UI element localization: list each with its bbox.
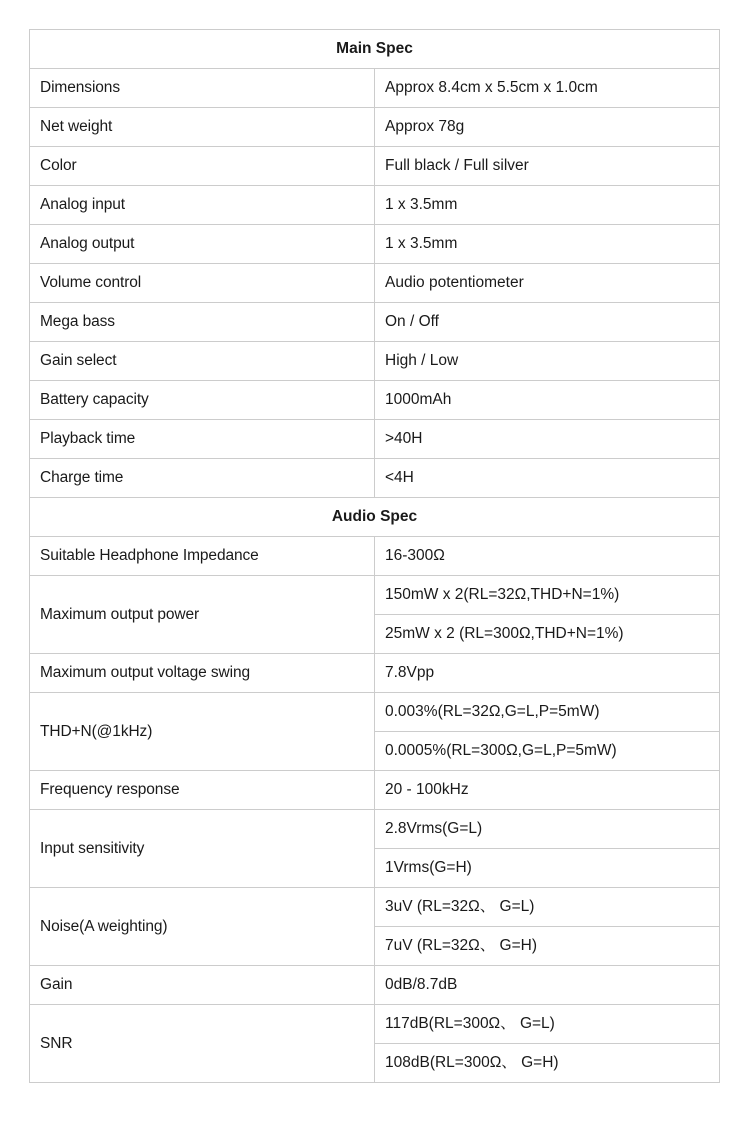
spec-label bbox=[30, 654, 375, 693]
spec-label bbox=[30, 576, 375, 654]
spec-value bbox=[375, 342, 720, 381]
spec-value-text: 7.8Vpp bbox=[385, 664, 435, 682]
spec-value-text: High / Low bbox=[385, 352, 459, 370]
spec-value bbox=[375, 303, 720, 342]
spec-value bbox=[375, 420, 720, 459]
spec-label-text: Charge time bbox=[40, 469, 124, 487]
spec-label-text: Maximum output voltage swing bbox=[40, 664, 250, 682]
table-row bbox=[30, 420, 720, 459]
spec-value-text: 25mW x 2 (RL=300Ω,THD+N=1%) bbox=[385, 625, 624, 643]
specification-sheet bbox=[29, 29, 720, 1083]
spec-label-text: Playback time bbox=[40, 430, 136, 448]
spec-value-text: 0dB/8.7dB bbox=[385, 976, 458, 994]
spec-value bbox=[375, 108, 720, 147]
spec-value bbox=[375, 381, 720, 420]
spec-label-text: Analog input bbox=[40, 196, 125, 214]
spec-label bbox=[30, 537, 375, 576]
table-row bbox=[30, 771, 720, 810]
table-row bbox=[30, 693, 720, 732]
spec-value bbox=[375, 615, 720, 654]
spec-value bbox=[375, 810, 720, 849]
spec-label bbox=[30, 693, 375, 771]
spec-value-text: 1 x 3.5mm bbox=[385, 196, 458, 214]
spec-label bbox=[30, 381, 375, 420]
spec-value-text: 117dB(RL=300Ω、 G=L) bbox=[385, 1015, 555, 1033]
table-row bbox=[30, 186, 720, 225]
spec-value-text: 108dB(RL=300Ω、 G=H) bbox=[385, 1054, 559, 1072]
table-row bbox=[30, 147, 720, 186]
spec-label bbox=[30, 225, 375, 264]
spec-label bbox=[30, 459, 375, 498]
spec-label-text: Volume control bbox=[40, 274, 142, 292]
spec-value bbox=[375, 186, 720, 225]
spec-label bbox=[30, 1005, 375, 1083]
section-header: Audio Spec bbox=[30, 498, 720, 537]
spec-value-text: 0.003%(RL=32Ω,G=L,P=5mW) bbox=[385, 703, 600, 721]
table-row bbox=[30, 459, 720, 498]
spec-value bbox=[375, 927, 720, 966]
section-header: Main Spec bbox=[30, 30, 720, 69]
table-row bbox=[30, 303, 720, 342]
spec-label-text: Analog output bbox=[40, 235, 135, 253]
table-row bbox=[30, 1005, 720, 1044]
spec-value bbox=[375, 654, 720, 693]
spec-value-text: Approx 8.4cm x 5.5cm x 1.0cm bbox=[385, 79, 598, 97]
spec-value-text: 3uV (RL=32Ω、 G=L) bbox=[385, 898, 535, 916]
spec-label bbox=[30, 69, 375, 108]
spec-label-text: Battery capacity bbox=[40, 391, 149, 409]
spec-value bbox=[375, 849, 720, 888]
spec-value bbox=[375, 693, 720, 732]
section-header-row bbox=[30, 30, 720, 69]
spec-value-text: 7uV (RL=32Ω、 G=H) bbox=[385, 937, 538, 955]
spec-label-text: Frequency response bbox=[40, 781, 180, 799]
spec-label bbox=[30, 420, 375, 459]
table-row bbox=[30, 537, 720, 576]
spec-value-text: On / Off bbox=[385, 313, 439, 331]
table-row bbox=[30, 888, 720, 927]
spec-value-text: Full black / Full silver bbox=[385, 157, 529, 175]
spec-value bbox=[375, 264, 720, 303]
spec-value bbox=[375, 888, 720, 927]
spec-label-text: Gain bbox=[40, 976, 73, 994]
spec-label-text: Suitable Headphone Impedance bbox=[40, 547, 259, 565]
table-row bbox=[30, 381, 720, 420]
spec-label bbox=[30, 186, 375, 225]
spec-value bbox=[375, 732, 720, 771]
spec-value bbox=[375, 537, 720, 576]
spec-label-text: Gain select bbox=[40, 352, 117, 370]
section-header-row bbox=[30, 498, 720, 537]
spec-label-text: Net weight bbox=[40, 118, 113, 136]
spec-label-text: Maximum output power bbox=[40, 605, 200, 623]
spec-label bbox=[30, 888, 375, 966]
spec-label bbox=[30, 264, 375, 303]
spec-label-text: Dimensions bbox=[40, 79, 120, 97]
specification-table-body bbox=[30, 30, 720, 1083]
spec-value-text: <4H bbox=[385, 469, 414, 487]
spec-value bbox=[375, 225, 720, 264]
spec-value-text: Approx 78g bbox=[385, 118, 465, 136]
table-row bbox=[30, 225, 720, 264]
spec-value bbox=[375, 576, 720, 615]
spec-label-text: SNR bbox=[40, 1034, 73, 1052]
spec-label-text: Mega bass bbox=[40, 313, 115, 331]
spec-value-text: 2.8Vrms(G=L) bbox=[385, 820, 483, 838]
spec-label bbox=[30, 342, 375, 381]
spec-value-text: >40H bbox=[385, 430, 423, 448]
table-row bbox=[30, 576, 720, 615]
spec-value bbox=[375, 1044, 720, 1083]
table-row bbox=[30, 69, 720, 108]
spec-value-text: Audio potentiometer bbox=[385, 274, 524, 292]
spec-value-text: 150mW x 2(RL=32Ω,THD+N=1%) bbox=[385, 586, 620, 604]
spec-label bbox=[30, 810, 375, 888]
table-row bbox=[30, 342, 720, 381]
spec-label-text: THD+N(@1kHz) bbox=[40, 722, 153, 740]
spec-value-text: 0.0005%(RL=300Ω,G=L,P=5mW) bbox=[385, 742, 617, 760]
spec-value bbox=[375, 69, 720, 108]
spec-label-text: Noise(A weighting) bbox=[40, 917, 168, 935]
spec-value bbox=[375, 459, 720, 498]
spec-value-text: 1 x 3.5mm bbox=[385, 235, 458, 253]
spec-label bbox=[30, 966, 375, 1005]
specification-table bbox=[29, 29, 720, 1083]
spec-value bbox=[375, 1005, 720, 1044]
spec-label bbox=[30, 108, 375, 147]
table-row bbox=[30, 966, 720, 1005]
spec-value bbox=[375, 966, 720, 1005]
spec-label-text: Color bbox=[40, 157, 77, 175]
spec-label bbox=[30, 303, 375, 342]
spec-label-text: Input sensitivity bbox=[40, 839, 145, 857]
spec-label bbox=[30, 771, 375, 810]
spec-value-text: 16-300Ω bbox=[385, 547, 445, 565]
spec-value bbox=[375, 771, 720, 810]
table-row bbox=[30, 264, 720, 303]
table-row bbox=[30, 108, 720, 147]
table-row bbox=[30, 654, 720, 693]
spec-value bbox=[375, 147, 720, 186]
spec-value-text: 20 - 100kHz bbox=[385, 781, 469, 799]
table-row bbox=[30, 810, 720, 849]
spec-value-text: 1000mAh bbox=[385, 391, 452, 409]
spec-value-text: 1Vrms(G=H) bbox=[385, 859, 472, 877]
spec-label bbox=[30, 147, 375, 186]
